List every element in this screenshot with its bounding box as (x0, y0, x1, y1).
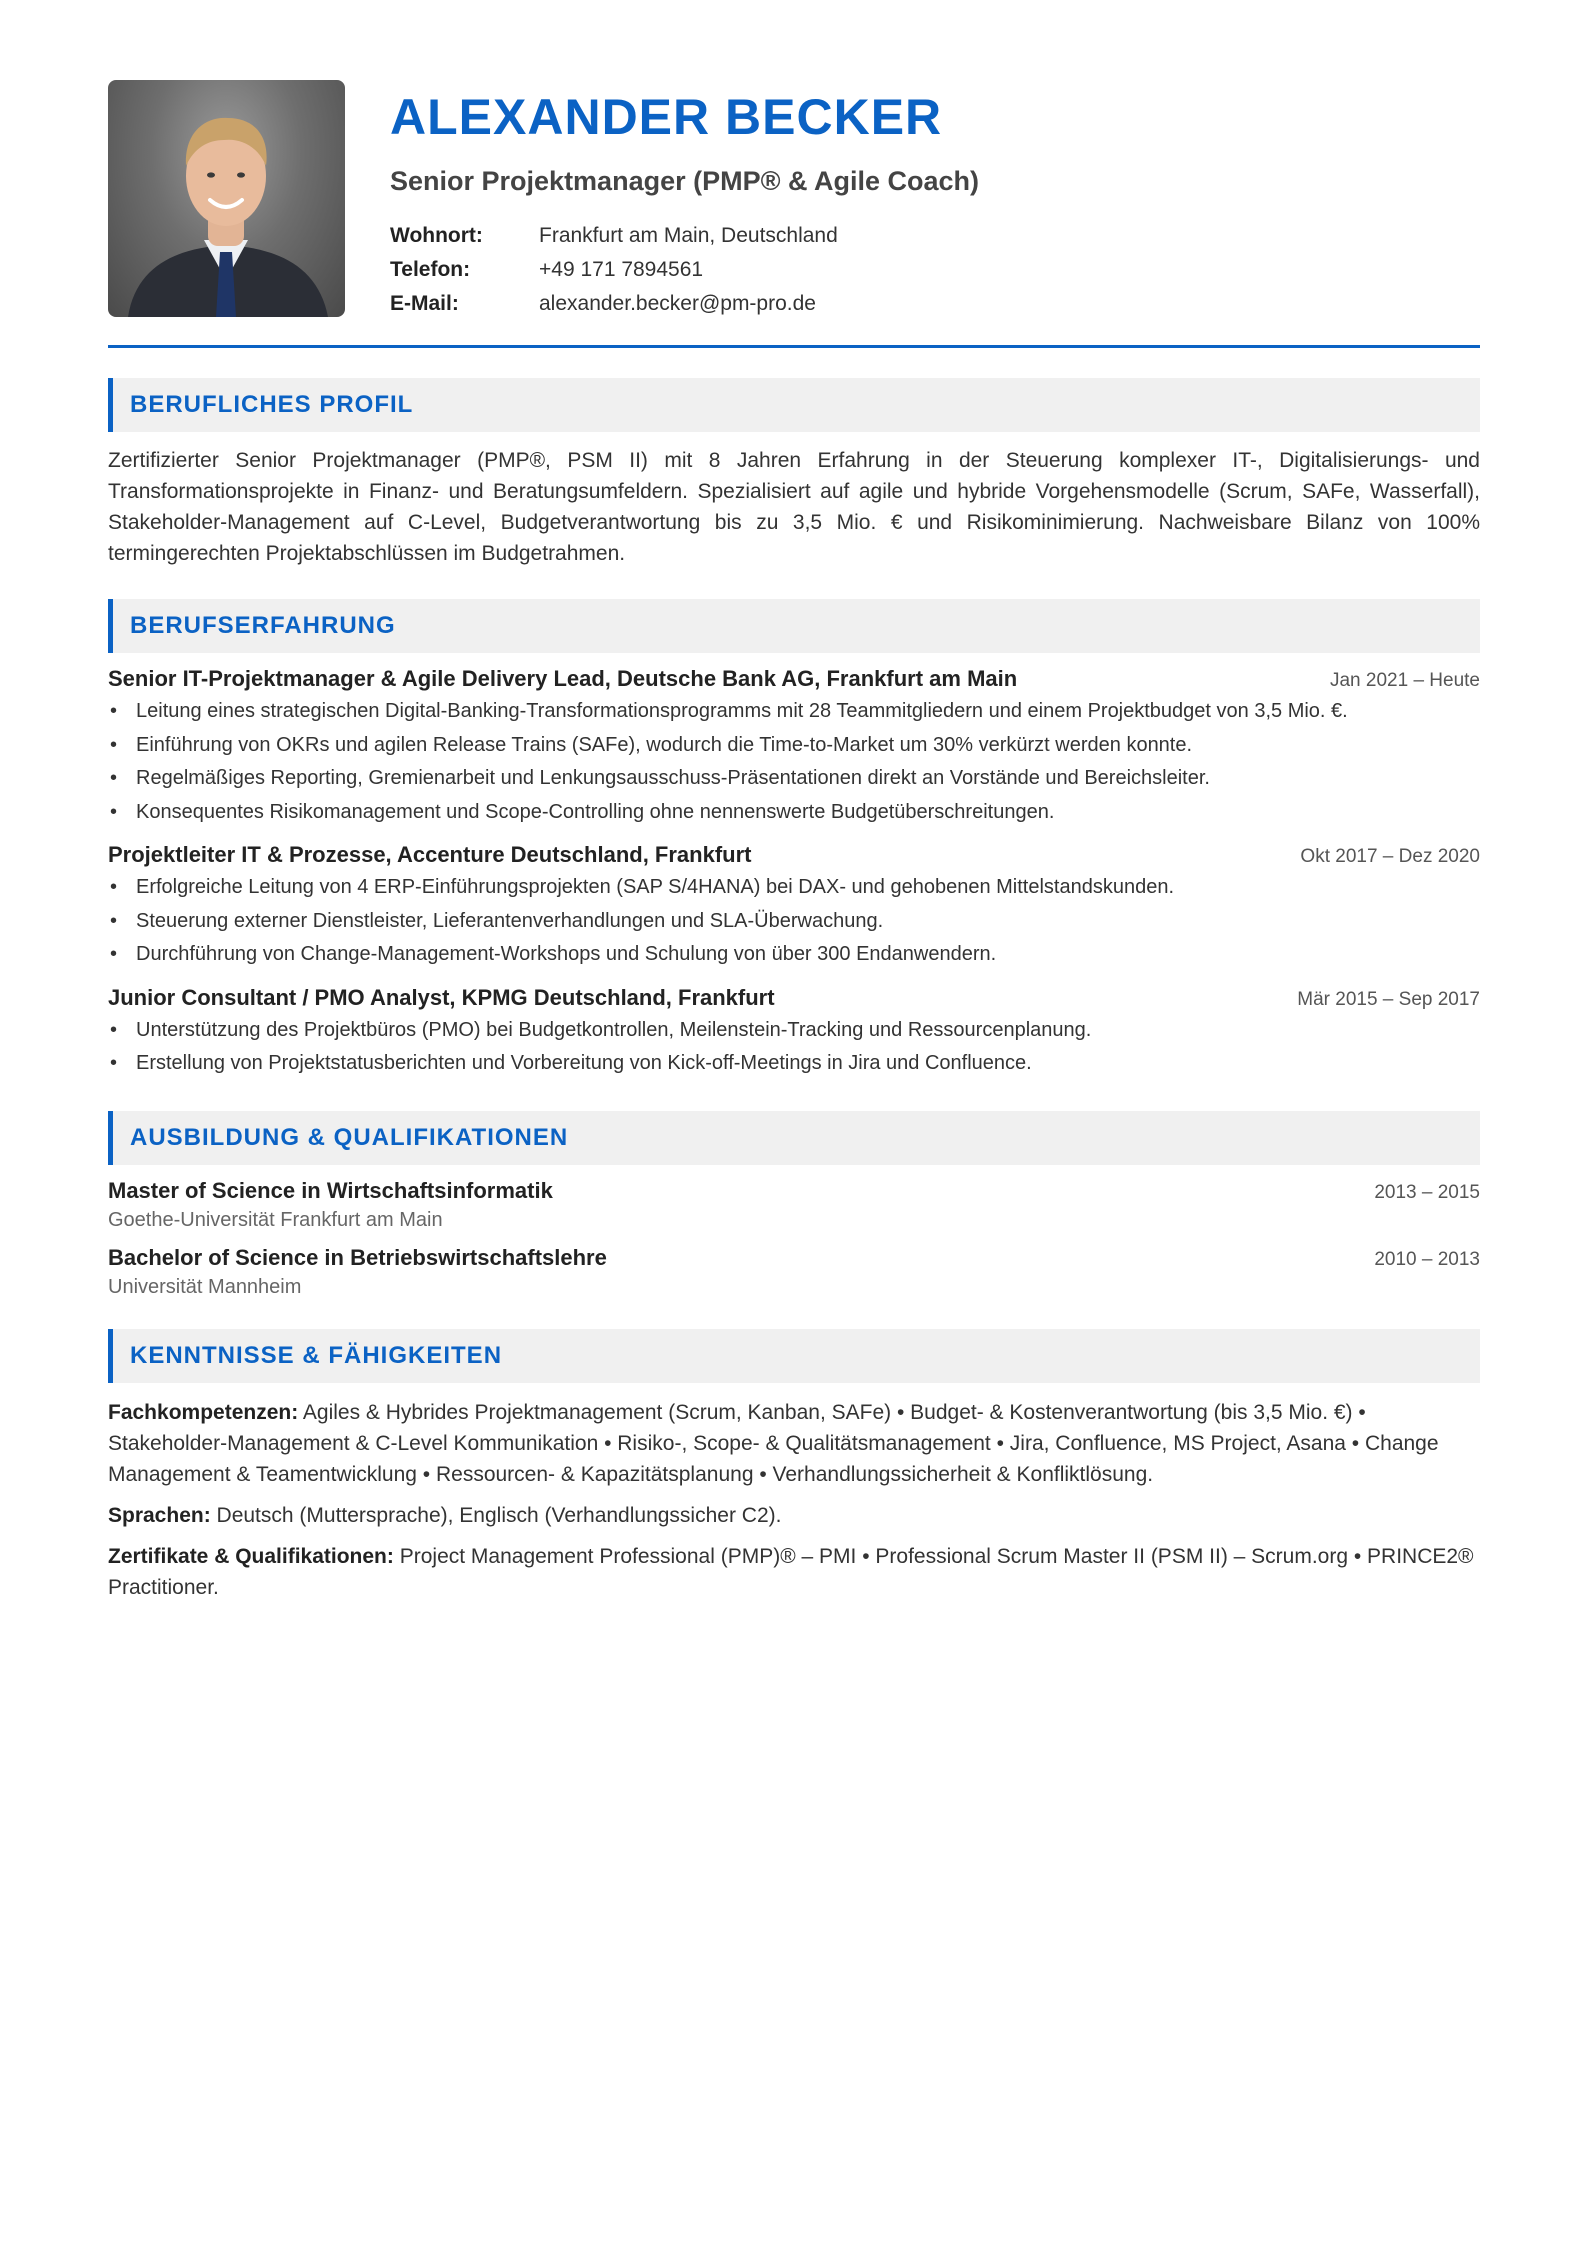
job-bullet: • Steuerung externer Dienstleister, Lieferantenverhandlungen und SLA-Überwachung. (108, 905, 1480, 939)
job-bullet: • Durchführung von Change-Management-Workshops und Schulung von über 300 Endanwendern. (108, 938, 1480, 972)
job-date: Okt 2017 – Dez 2020 (1300, 846, 1480, 867)
section-title-education: AUSBILDUNG & QUALIFIKATIONEN (108, 1111, 1480, 1165)
job-bullet: • Erstellung von Projektstatusberichten und Vorbereitung von Kick-off-Meetings in Jira und Confluence. (108, 1047, 1480, 1081)
job-bullet: • Einführung von OKRs und agilen Release Trains (SAFe), wodurch die Time-to-Market um 30% verkürzt werden konnte. (108, 729, 1480, 763)
candidate-headline: Senior Projektmanager (PMP® & Agile Coach) (390, 166, 980, 196)
job-bullet: • Regelmäßiges Reporting, Gremienarbeit und Lenkungsausschuss-Präsentationen direkt an Vorstände und Bereichsleiter. (108, 762, 1480, 796)
job-date: Jan 2021 – Heute (1329, 670, 1480, 691)
job-title: Projektleiter IT & Prozesse, Accenture Deutschland, Frankfurt (108, 842, 752, 867)
job-header (108, 985, 1480, 1011)
contact-row-email (390, 287, 979, 321)
job-bullet: • Erfolgreiche Leitung von 4 ERP-Einführungsprojekten (SAP S/4HANA) bei DAX- und gehobenen Mittelstandskunden. (108, 871, 1480, 905)
education-header (108, 1245, 1480, 1271)
education-date: 2010 – 2013 (1374, 1248, 1480, 1270)
job-entry (108, 842, 1480, 972)
education-header (108, 1178, 1480, 1204)
contact-row-phone (390, 253, 979, 287)
job-bullet: • Leitung eines strategischen Digital-Banking-Transformationsprogramms mit 28 Teammitgliedern und einem Projektbudget von 3,5 Mio. €. (108, 695, 1480, 729)
skill-text: Deutsch (Muttersprache), Englisch (Verhandlungssicher C2). (210, 1503, 782, 1527)
contact-label: Telefon: (390, 258, 471, 281)
contact-value: Frankfurt am Main, Deutschland (539, 224, 838, 247)
education-school: Goethe-Universität Frankfurt am Main (108, 1208, 443, 1231)
profile-text: Zertifizierter Senior Projektmanager (PMP®, PSM II) mit 8 Jahren Erfahrung in der Steuerung komplexer IT-, Digitalisierungs- und Transformationsprojekte in Finanz- und Beratungsumfeldern. Spezialisiert auf agile und hybride Vorgehensmodelle (Scrum, SAFe, Wasserfall), Stakeholder-Management auf C-Level, Budgetverantwortung bis zu 3,5 Mio. € und Risikominimierung. Nachweisbare Bilanz von 100% termingerechten Projektabschlüssen im Budgetrahmen. (108, 449, 1480, 565)
skill-paragraph (108, 1541, 1480, 1603)
profile-photo (108, 80, 345, 317)
skill-label: Zertifikate & Qualifikationen: (108, 1544, 394, 1568)
section-title-profile: BERUFLICHES PROFIL (108, 378, 1480, 432)
job-header (108, 666, 1480, 692)
education-degree: Bachelor of Science in Betriebswirtschaftslehre (108, 1244, 607, 1270)
header-info (390, 80, 979, 321)
job-bullets (108, 871, 1480, 972)
education-entry (108, 1245, 1480, 1299)
job-header (108, 842, 1480, 868)
job-bullets (108, 1014, 1480, 1081)
resume-header (108, 80, 1480, 317)
section-title-experience: BERUFSERFAHRUNG (108, 599, 1480, 653)
contact-block (390, 219, 979, 321)
job-bullets (108, 695, 1480, 829)
job-bullet: • Konsequentes Risikomanagement und Scope-Controlling ohne nennenswerte Budgetüberschreitungen. (108, 796, 1480, 830)
section-title-skills: KENNTNISSE & FÄHIGKEITEN (108, 1329, 1480, 1383)
skill-text: Project Management Professional (PMP)® – PMI • Professional Scrum Master II (PSM II) – Scrum.org • PRINCE2® Practitioner. (108, 1544, 1474, 1599)
job-title: Junior Consultant / PMO Analyst, KPMG Deutschland, Frankfurt (108, 984, 775, 1010)
education-school: Universität Mannheim (108, 1275, 302, 1298)
education-date: 2013 – 2015 (1374, 1181, 1480, 1203)
skill-label: Sprachen: (108, 1503, 211, 1527)
job-entry (108, 666, 1480, 829)
contact-label: Wohnort: (390, 224, 483, 247)
education-entry (108, 1178, 1480, 1232)
contact-value: +49 171 7894561 (539, 258, 704, 281)
contact-label: E-Mail: (390, 292, 459, 315)
candidate-name: ALEXANDER BECKER (390, 89, 943, 145)
contact-row-location (390, 219, 979, 253)
job-title: Senior IT-Projektmanager & Agile Delivery Lead, Deutsche Bank AG, Frankfurt am Main (108, 666, 1018, 691)
job-date: Mär 2015 – Sep 2017 (1297, 988, 1480, 1010)
header-divider (108, 345, 1480, 348)
education-degree: Master of Science in Wirtschaftsinformatik (108, 1177, 553, 1203)
skill-paragraph (108, 1397, 1480, 1490)
contact-value: alexander.becker@pm-pro.de (539, 292, 816, 315)
job-entry (108, 985, 1480, 1081)
skill-paragraph (108, 1500, 1480, 1531)
skill-label: Fachkompetenzen: (108, 1400, 299, 1424)
job-bullet: • Unterstützung des Projektbüros (PMO) bei Budgetkontrollen, Meilenstein-Tracking und Ressourcenplanung. (108, 1014, 1480, 1048)
skill-text: Agiles & Hybrides Projektmanagement (Scrum, Kanban, SAFe) • Budget- & Kostenverantwortung (bis 3,5 Mio. €) • Stakeholder-Management & C-Level Kommunikation • Risiko-, Scope- & Qualitätsmanagement • Jira, Confluence, MS Project, Asana • Change Management & Teamentwicklung • Ressourcen- & Kapazitätsplanung • Verhandlungssicherheit & Konfliktlösung. (108, 1400, 1439, 1486)
